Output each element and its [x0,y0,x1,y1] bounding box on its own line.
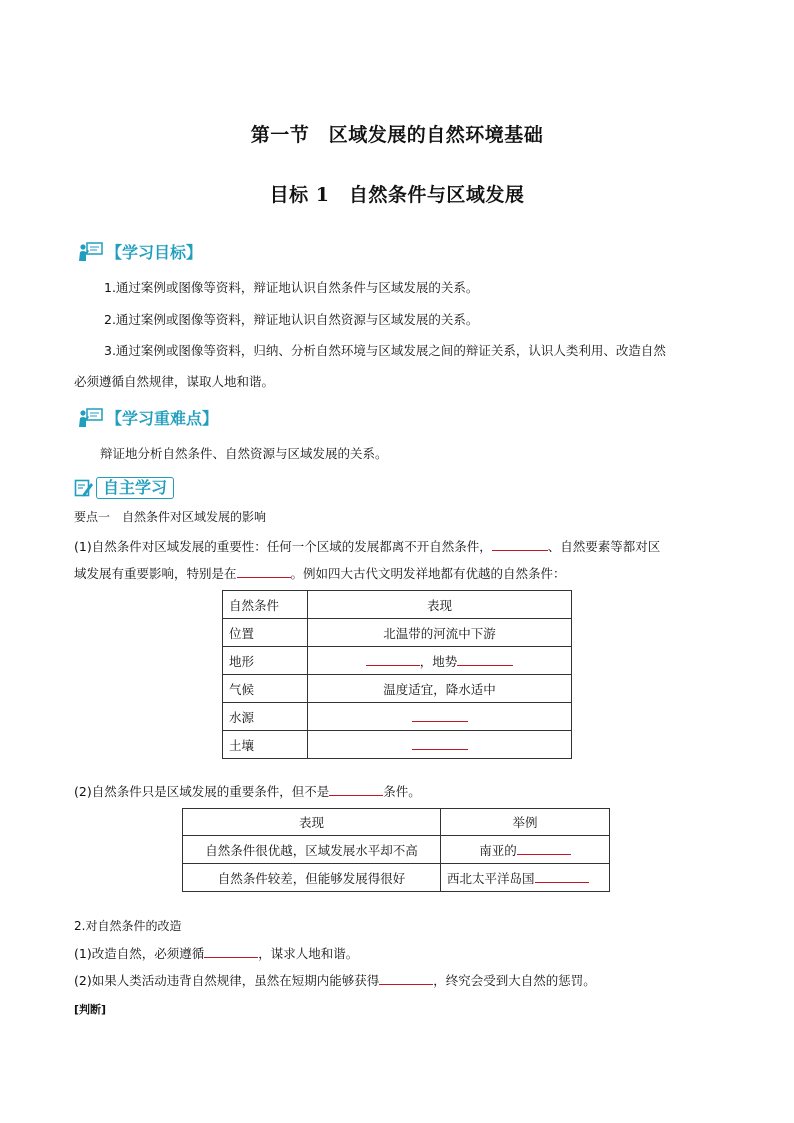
text-span: (2)如果人类活动违背自然规律，虽然在短期内能够获得 [74,973,380,988]
goal-item: 1.通过案例或图像等资料，辩证地认识自然条件与区域发展的关系。 [104,280,479,295]
table-row [223,647,572,675]
section-heading: 自主学习 [96,477,174,499]
fill-blank[interactable] [412,737,468,750]
table-row [223,703,572,731]
table-cell: 北温带的河流中下游 [308,619,572,647]
table-row [223,619,572,647]
table-cell: 自然条件很优越，区域发展水平却不高 [183,836,441,864]
text-span: ，谋求人地和谐。 [258,946,359,961]
text-span: 南亚的 [479,842,517,858]
text-span: 条件。 [383,784,421,799]
table-cell: 温度适宜，降水适中 [308,675,572,703]
fill-blank[interactable] [412,709,468,722]
section-self-study [74,477,174,499]
text-span: ，地势 [419,653,458,669]
natural-conditions-table [222,590,572,759]
paragraph-line [74,565,566,583]
table-cell [308,731,572,759]
section-learning-goals [78,240,202,263]
fill-blank[interactable] [329,783,383,796]
table-cell: 水源 [223,703,308,731]
table-header-cell: 表现 [308,591,572,619]
table-cell: 地形 [223,647,308,675]
fill-blank[interactable] [492,538,548,551]
page-title: 第一节 区域发展的自然环境基础 [250,124,544,146]
paragraph-line [74,972,596,990]
fill-blank[interactable] [366,653,420,666]
table-cell [441,836,610,864]
text-span: 。例如四大古代文明发祥地都有优越的自然条件： [290,566,566,581]
goal-item: 3.通过案例或图像等资料，归纳、分析自然环境与区域发展之间的辩证关系，认识人类利用、改造自然 [104,343,666,358]
point-heading: 2.对自然条件的改造 [74,919,182,933]
section-heading: 【学习目标】 [106,243,203,262]
teacher-board-icon [78,241,104,263]
table-row [183,864,610,892]
fill-blank[interactable] [457,653,513,666]
goal-item: 2.通过案例或图像等资料，辩证地认识自然资源与区域发展的关系。 [104,312,479,327]
text-span: (2)自然条件只是区域发展的重要条件，但不是 [74,784,330,799]
fill-blank[interactable] [517,842,571,855]
fill-blank[interactable] [204,945,258,958]
teacher-board-icon [78,407,104,429]
table-cell: 自然条件较差，但能够发展得很好 [183,864,441,892]
table-header-row [223,591,572,619]
pencil-note-icon [74,478,94,498]
point-heading: 要点一 自然条件对区域发展的影响 [74,510,267,524]
paragraph-line [74,538,660,556]
table-cell [308,703,572,731]
text-span: (1)改造自然，必须遵循 [74,946,205,961]
table-header-cell: 表现 [183,809,441,836]
table-row [223,731,572,759]
example-table [182,808,610,892]
table-cell [308,647,572,675]
table-row [223,675,572,703]
paragraph-line [74,783,421,801]
table-cell: 土壤 [223,731,308,759]
paragraph-line [74,945,358,963]
judge-label: [判断] [74,1003,107,1016]
key-point-text: 辩证地分析自然条件、自然资源与区域发展的关系。 [100,446,388,461]
text-span: 西北太平洋岛国 [447,870,535,886]
table-cell: 位置 [223,619,308,647]
text-span: (1)自然条件对区域发展的重要性：任何一个区域的发展都离不开自然条件， [74,539,492,554]
section-key-points [78,406,218,429]
fill-blank[interactable] [379,972,433,985]
table-header-cell: 自然条件 [223,591,308,619]
subtitle: 目标 1 自然条件与区域发展 [269,184,525,206]
table-cell: 气候 [223,675,308,703]
text-span: ，终究会受到大自然的惩罚。 [433,973,596,988]
table-cell [441,864,610,892]
fill-blank[interactable] [237,565,291,578]
goal-item: 必须遵循自然规律，谋取人地和谐。 [74,374,275,389]
text-span: 域发展有重要影响，特别是在 [74,566,237,581]
table-row [183,836,610,864]
table-header-row [183,809,610,836]
fill-blank[interactable] [535,870,589,883]
text-span: 、自然要素等都对区 [547,539,661,554]
table-header-cell: 举例 [441,809,610,836]
section-heading: 【学习重难点】 [106,409,219,428]
